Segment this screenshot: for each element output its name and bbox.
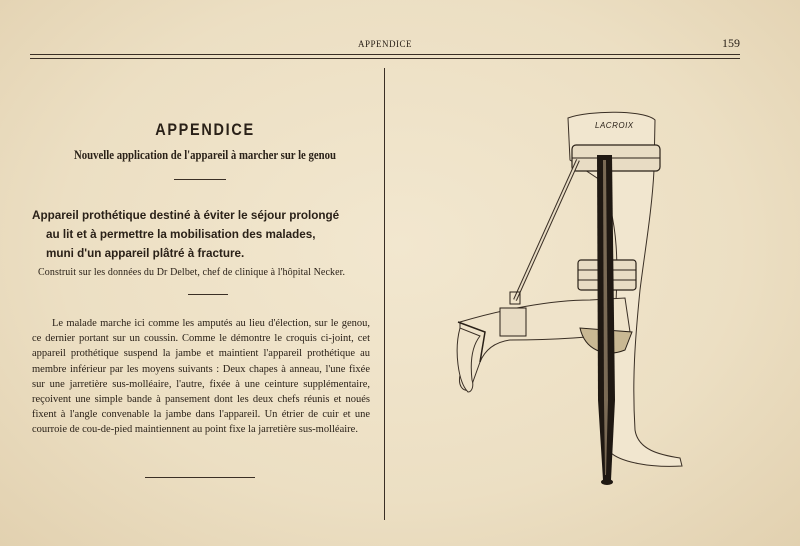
ankle-strap [500, 308, 526, 336]
page-number: 159 [722, 36, 740, 50]
column-divider [384, 68, 385, 520]
credit-rule [188, 294, 228, 295]
heading-line-2: au lit et à permettre la mobilisation des malades, [46, 228, 316, 241]
body-text: Le malade marche ici comme les amputés au lieu d'élection, sur le genou, ce dernier portant sur un coussin. Comme le démontre le croquis ci-joint, cet appareil prothétique suspend la jambe et maintient l'appareil prothétique au membre inférieur par les moyens suivants : Deux chapes à anneau, l'une fixée sur une jarretière sus-molléaire, l'autre, fixée à une ceinture supplémentaire, reçoivent une simple bande à pansement dont les deux chefs réunis et noués fixent à l'angle convenable la jambe dans l'appareil. Un étrier de cuir et une courroie de cou-de-pied maintiennent au point fixe la jarretière sus-molléaire. [32, 318, 370, 436]
section-subtitle: Nouvelle application de l'appareil à marcher sur le genou [73, 148, 336, 162]
illustrator-signature: LACROIX [595, 121, 634, 130]
title-rule [174, 179, 226, 180]
prosthesis-illustration [440, 100, 740, 500]
header-rule-double [30, 58, 740, 59]
running-header: APPENDICE [357, 39, 412, 49]
peg-foot [601, 479, 613, 485]
device-heading [32, 206, 370, 263]
construction-credit: Construit sur les données du Dr Delbet, chef de clinique à l'hôpital Necker. [38, 267, 346, 278]
section-title: APPENDICE [155, 120, 255, 139]
header-rule [30, 54, 740, 55]
heading-line-1: Appareil prothétique destiné à éviter le séjour prolongé [32, 209, 340, 222]
heading-line-3: muni d'un appareil plâtré à fracture. [46, 247, 245, 260]
body-paragraph [32, 316, 370, 438]
end-rule [145, 477, 255, 478]
